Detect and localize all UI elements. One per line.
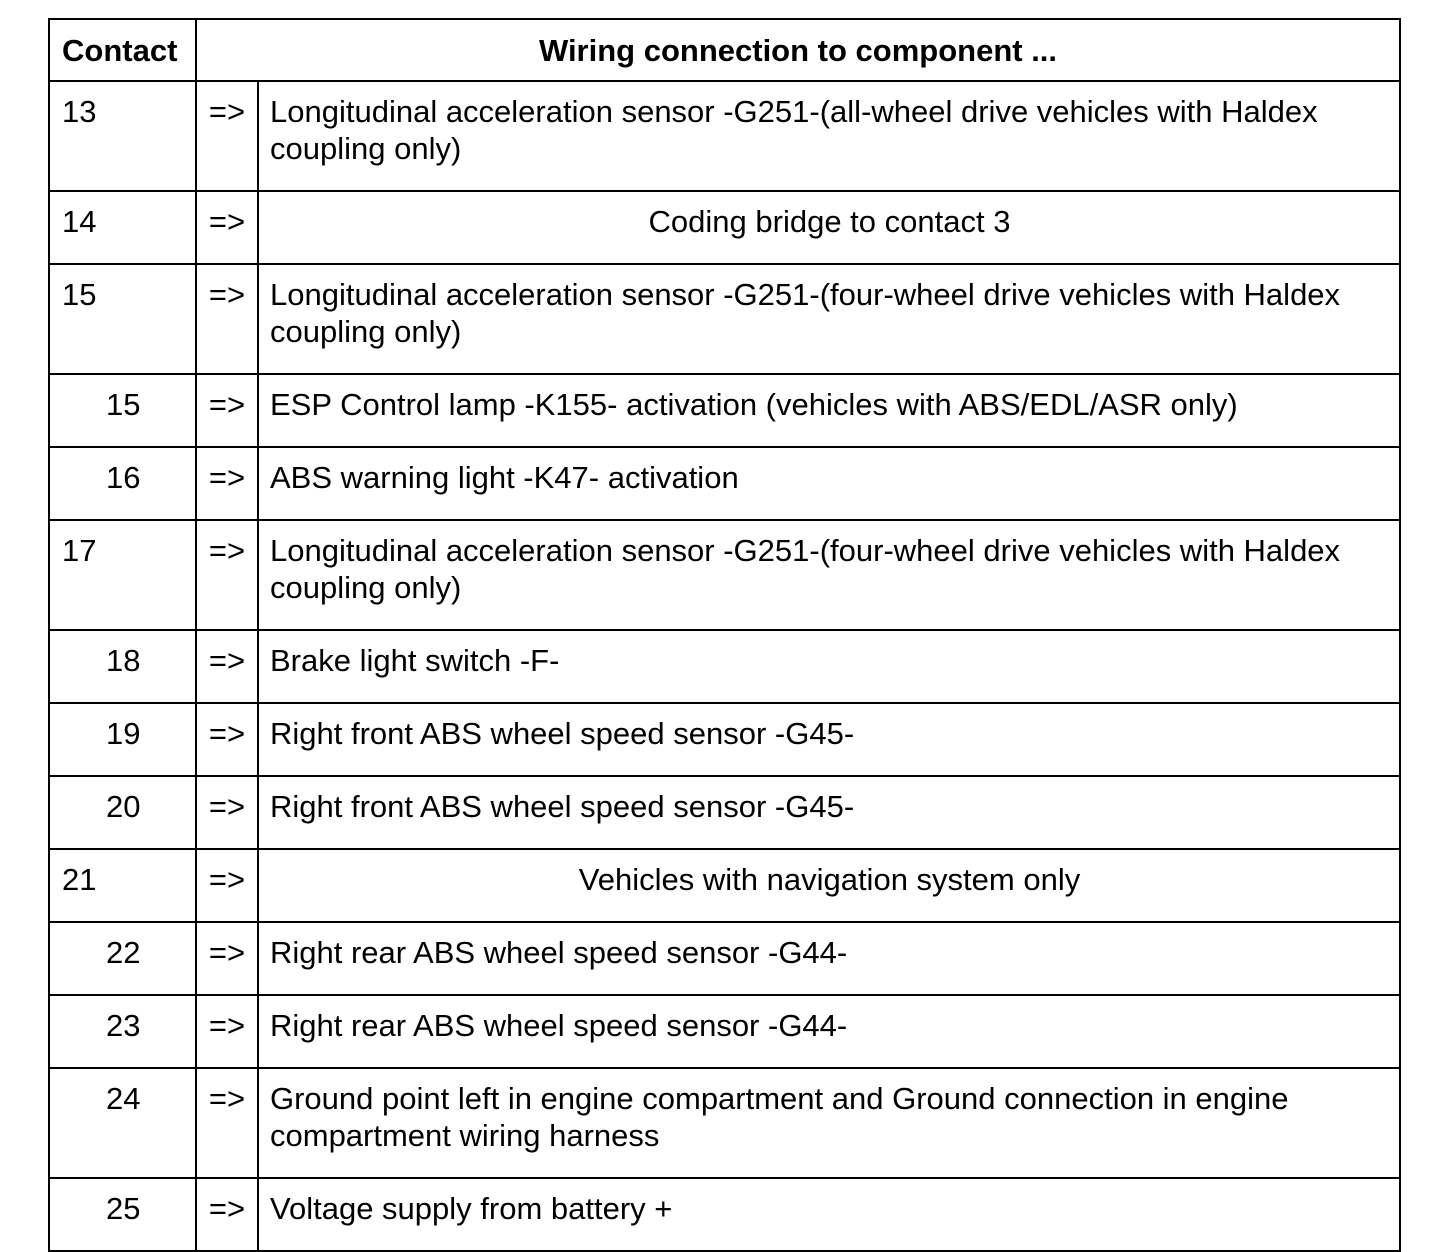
arrow-symbol: => [196, 264, 258, 374]
contact-number: 14 [49, 191, 196, 264]
contact-number: 17 [49, 520, 196, 630]
table-header-row [49, 19, 1400, 81]
contact-number: 24 [49, 1068, 196, 1178]
contact-number: 13 [49, 81, 196, 191]
component-description: Vehicles with navigation system only [258, 849, 1400, 922]
arrow-symbol: => [196, 447, 258, 520]
component-description: Longitudinal acceleration sensor -G251-(four-wheel drive vehicles with Haldex coupling only) [258, 520, 1400, 630]
table-row [49, 447, 1400, 520]
table-row [49, 520, 1400, 630]
component-description: Right rear ABS wheel speed sensor -G44- [258, 995, 1400, 1068]
table-row [49, 1068, 1400, 1178]
table-row [49, 776, 1400, 849]
table-row [49, 849, 1400, 922]
contact-number: 19 [49, 703, 196, 776]
contact-number: 18 [49, 630, 196, 703]
component-description: Brake light switch -F- [258, 630, 1400, 703]
component-description: Ground point left in engine compartment and Ground connection in engine compartment wiring harness [258, 1068, 1400, 1178]
header-wiring-connection: Wiring connection to component ... [196, 19, 1400, 81]
table-row [49, 374, 1400, 447]
table-row [49, 81, 1400, 191]
arrow-symbol: => [196, 849, 258, 922]
arrow-symbol: => [196, 191, 258, 264]
contact-number: 15 [49, 374, 196, 447]
arrow-symbol: => [196, 630, 258, 703]
contact-number: 21 [49, 849, 196, 922]
component-description: Voltage supply from battery + [258, 1178, 1400, 1251]
wiring-connection-table [48, 18, 1401, 1252]
table-row [49, 1178, 1400, 1251]
table-row [49, 995, 1400, 1068]
component-description: Coding bridge to contact 3 [258, 191, 1400, 264]
contact-number: 15 [49, 264, 196, 374]
contact-number: 16 [49, 447, 196, 520]
table-row [49, 703, 1400, 776]
arrow-symbol: => [196, 995, 258, 1068]
arrow-symbol: => [196, 520, 258, 630]
arrow-symbol: => [196, 1068, 258, 1178]
component-description: Right rear ABS wheel speed sensor -G44- [258, 922, 1400, 995]
contact-number: 23 [49, 995, 196, 1068]
contact-number: 22 [49, 922, 196, 995]
arrow-symbol: => [196, 776, 258, 849]
component-description: Longitudinal acceleration sensor -G251-(all-wheel drive vehicles with Haldex coupling only) [258, 81, 1400, 191]
arrow-symbol: => [196, 1178, 258, 1251]
arrow-symbol: => [196, 374, 258, 447]
contact-number: 25 [49, 1178, 196, 1251]
table-row [49, 630, 1400, 703]
table-row [49, 264, 1400, 374]
arrow-symbol: => [196, 81, 258, 191]
header-contact: Contact [49, 19, 196, 81]
component-description: Longitudinal acceleration sensor -G251-(four-wheel drive vehicles with Haldex coupling only) [258, 264, 1400, 374]
table-row [49, 191, 1400, 264]
arrow-symbol: => [196, 922, 258, 995]
component-description: ESP Control lamp -K155- activation (vehicles with ABS/EDL/ASR only) [258, 374, 1400, 447]
table-row [49, 922, 1400, 995]
component-description: Right front ABS wheel speed sensor -G45- [258, 703, 1400, 776]
component-description: ABS warning light -K47- activation [258, 447, 1400, 520]
contact-number: 20 [49, 776, 196, 849]
component-description: Right front ABS wheel speed sensor -G45- [258, 776, 1400, 849]
arrow-symbol: => [196, 703, 258, 776]
